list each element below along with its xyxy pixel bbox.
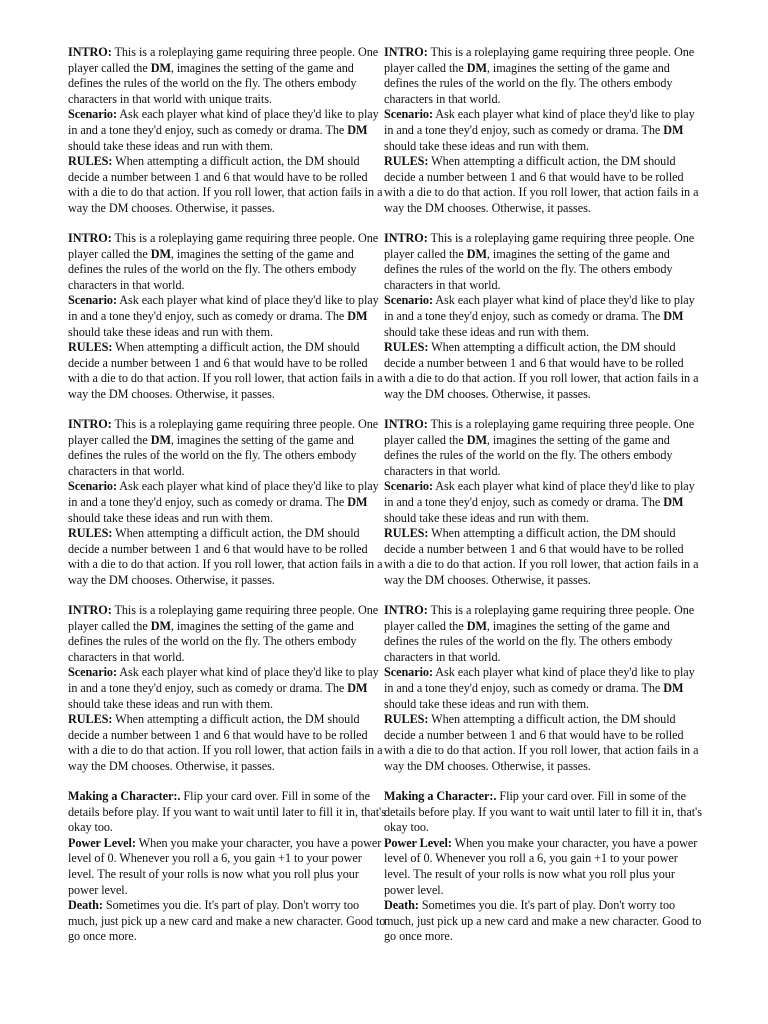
rules-text: When attempting a difficult action, the DM should decide a number between 1 and 6 that would have to be rolled with a die to do that action. If you roll lower, that action fails in a way the DM chooses. Otherwise, it passes. [68,526,383,587]
scenario-label: Scenario: [68,293,117,308]
rules-label: RULES: [384,340,429,355]
rules-paragraph [384,712,702,774]
death-paragraph [384,898,702,945]
rules-label: RULES: [384,154,429,169]
rules-card [68,603,386,775]
intro-label: INTRO: [384,603,428,617]
rules-card [384,231,702,403]
making-character-label: Making a Character:. [384,789,497,803]
rules-label: RULES: [384,712,429,727]
intro-text-2: , imagines the setting of the game and defines the rules of the world on the fly. The others embody characters in that world. [384,60,673,106]
intro-paragraph [384,417,702,479]
power-level-paragraph [68,836,386,898]
scenario-paragraph [384,293,702,340]
dm-label: DM [466,432,487,447]
rules-text: When attempting a difficult action, the DM should decide a number between 1 and 6 that would have to be rolled with a die to do that action. If you roll lower, that action fails in a way the DM chooses. Otherwise, it passes. [68,712,383,773]
scenario-text: Ask each player what kind of place they'd like to play in and a tone they'd enjoy, such as comedy or drama. The [68,665,379,695]
intro-label: INTRO: [68,417,112,431]
dm-label: DM [663,494,684,509]
scenario-text-2: should take these ideas and run with them. [68,138,274,153]
intro-paragraph [68,45,386,107]
intro-label: INTRO: [68,603,112,617]
death-text: Sometimes you die. It's part of play. Don't worry too much, just pick up a new card and make a new character. Good to go once more. [384,898,702,944]
rules-text: When attempting a difficult action, the DM should decide a number between 1 and 6 that would have to be rolled with a die to do that action. If you roll lower, that action fails in a way the DM chooses. Otherwise, it passes. [68,154,383,215]
intro-label: INTRO: [68,231,112,245]
rules-card [384,45,702,217]
scenario-label: Scenario: [68,107,117,122]
death-paragraph [68,898,386,945]
scenario-label: Scenario: [384,107,433,122]
making-character-text: Flip your card over. Fill in some of the details before play. If you want to wait until later to fill it in, that's okay too. [68,789,386,835]
rules-card [384,417,702,589]
scenario-text-2: should take these ideas and run with them. [384,696,590,711]
dm-label: DM [150,60,171,75]
rules-label: RULES: [68,340,113,355]
intro-text: This is a roleplaying game requiring three people. One player called the [68,231,379,261]
scenario-paragraph [384,479,702,526]
power-level-text: When you make your character, you have a power level of 0. Whenever you roll a 6, you gain +1 to your power level. The result of your rolls is now what you roll plus your power level. [68,835,382,897]
scenario-text-2: should take these ideas and run with them. [384,510,590,525]
scenario-text: Ask each player what kind of place they'd like to play in and a tone they'd enjoy, such as comedy or drama. The [384,107,695,137]
dm-label: DM [150,432,171,447]
scenario-text-2: should take these ideas and run with them. [68,696,274,711]
making-character-paragraph [68,789,386,836]
dm-label: DM [663,680,684,695]
rules-card [384,603,702,775]
intro-text: This is a roleplaying game requiring three people. One player called the [68,417,379,447]
rules-paragraph [384,526,702,588]
dm-label: DM [347,308,368,323]
scenario-paragraph [68,479,386,526]
scenario-text: Ask each player what kind of place they'd like to play in and a tone they'd enjoy, such as comedy or drama. The [384,293,695,323]
scenario-text: Ask each player what kind of place they'd like to play in and a tone they'd enjoy, such as comedy or drama. The [68,479,379,509]
scenario-label: Scenario: [384,293,433,308]
intro-paragraph [68,417,386,479]
scenario-text: Ask each player what kind of place they'd like to play in and a tone they'd enjoy, such as comedy or drama. The [68,293,379,323]
intro-text-2: , imagines the setting of the game and defines the rules of the world on the fly. The others embody characters in that world with unique traits. [68,60,357,106]
death-label: Death: [68,898,103,913]
power-level-text: When you make your character, you have a power level of 0. Whenever you roll a 6, you gain +1 to your power level. The result of your rolls is now what you roll plus your power level. [384,835,698,897]
rules-card [68,45,386,217]
rules-text: When attempting a difficult action, the DM should decide a number between 1 and 6 that would have to be rolled with a die to do that action. If you roll lower, that action fails in a way the DM chooses. Otherwise, it passes. [68,340,383,401]
dm-label: DM [347,680,368,695]
intro-text: This is a roleplaying game requiring three people. One player called the [68,603,379,633]
rules-text: When attempting a difficult action, the DM should decide a number between 1 and 6 that would have to be rolled with a die to do that action. If you roll lower, that action fails in a way the DM chooses. Otherwise, it passes. [384,712,699,773]
intro-text-2: , imagines the setting of the game and defines the rules of the world on the fly. The others embody characters in that world. [68,618,357,664]
rules-card [68,231,386,403]
rules-paragraph [68,154,386,216]
dm-label: DM [150,618,171,633]
intro-label: INTRO: [384,417,428,431]
intro-text-2: , imagines the setting of the game and defines the rules of the world on the fly. The others embody characters in that world. [384,618,673,664]
rules-label: RULES: [384,526,429,541]
dm-label: DM [663,308,684,323]
death-label: Death: [384,898,419,913]
scenario-paragraph [384,665,702,712]
intro-text: This is a roleplaying game requiring three people. One player called the [384,45,695,75]
rules-paragraph [384,154,702,216]
power-level-label: Power Level: [384,835,452,850]
dm-label: DM [347,494,368,509]
intro-text-2: , imagines the setting of the game and defines the rules of the world on the fly. The others embody characters in that world. [68,246,357,292]
intro-paragraph [384,231,702,293]
intro-paragraph [384,45,702,107]
scenario-paragraph [68,293,386,340]
intro-label: INTRO: [384,231,428,245]
scenario-label: Scenario: [68,479,117,494]
dm-label: DM [150,246,171,261]
rules-label: RULES: [68,154,113,169]
power-level-paragraph [384,836,702,898]
intro-label: INTRO: [68,45,112,59]
intro-text-2: , imagines the setting of the game and defines the rules of the world on the fly. The others embody characters in that world. [68,432,357,478]
rules-text: When attempting a difficult action, the DM should decide a number between 1 and 6 that would have to be rolled with a die to do that action. If you roll lower, that action fails in a way the DM chooses. Otherwise, it passes. [384,526,699,587]
rules-paragraph [68,526,386,588]
scenario-paragraph [68,107,386,154]
dm-label: DM [466,60,487,75]
making-character-label: Making a Character:. [68,789,181,803]
intro-text: This is a roleplaying game requiring three people. One player called the [384,231,695,261]
dm-label: DM [466,246,487,261]
intro-text: This is a roleplaying game requiring three people. One player called the [68,45,379,75]
dm-label: DM [663,122,684,137]
rules-label: RULES: [68,526,113,541]
rules-paragraph [384,340,702,402]
dm-label: DM [347,122,368,137]
rules-paragraph [68,340,386,402]
scenario-label: Scenario: [68,665,117,680]
rules-card [68,417,386,589]
character-card [384,789,702,945]
scenario-label: Scenario: [384,479,433,494]
intro-text-2: , imagines the setting of the game and defines the rules of the world on the fly. The others embody characters in that world. [384,432,673,478]
scenario-label: Scenario: [384,665,433,680]
character-card [68,789,386,945]
scenario-text-2: should take these ideas and run with them. [68,510,274,525]
scenario-text-2: should take these ideas and run with them. [68,324,274,339]
death-text: Sometimes you die. It's part of play. Don't worry too much, just pick up a new card and make a new character. Good to go once more. [68,898,386,944]
scenario-text: Ask each player what kind of place they'd like to play in and a tone they'd enjoy, such as comedy or drama. The [68,107,379,137]
scenario-text: Ask each player what kind of place they'd like to play in and a tone they'd enjoy, such as comedy or drama. The [384,665,695,695]
rules-text: When attempting a difficult action, the DM should decide a number between 1 and 6 that would have to be rolled with a die to do that action. If you roll lower, that action fails in a way the DM chooses. Otherwise, it passes. [384,340,699,401]
power-level-label: Power Level: [68,835,136,850]
scenario-text: Ask each player what kind of place they'd like to play in and a tone they'd enjoy, such as comedy or drama. The [384,479,695,509]
intro-paragraph [68,603,386,665]
rules-label: RULES: [68,712,113,727]
scenario-text-2: should take these ideas and run with them. [384,138,590,153]
intro-paragraph [384,603,702,665]
rules-text: When attempting a difficult action, the DM should decide a number between 1 and 6 that would have to be rolled with a die to do that action. If you roll lower, that action fails in a way the DM chooses. Otherwise, it passes. [384,154,699,215]
intro-paragraph [68,231,386,293]
rules-paragraph [68,712,386,774]
intro-label: INTRO: [384,45,428,59]
scenario-text-2: should take these ideas and run with them. [384,324,590,339]
scenario-paragraph [68,665,386,712]
making-character-paragraph [384,789,702,836]
intro-text: This is a roleplaying game requiring three people. One player called the [384,417,695,447]
scenario-paragraph [384,107,702,154]
dm-label: DM [466,618,487,633]
intro-text-2: , imagines the setting of the game and defines the rules of the world on the fly. The others embody characters in that world. [384,246,673,292]
intro-text: This is a roleplaying game requiring three people. One player called the [384,603,695,633]
making-character-text: Flip your card over. Fill in some of the details before play. If you want to wait until later to fill it in, that's okay too. [384,789,702,835]
